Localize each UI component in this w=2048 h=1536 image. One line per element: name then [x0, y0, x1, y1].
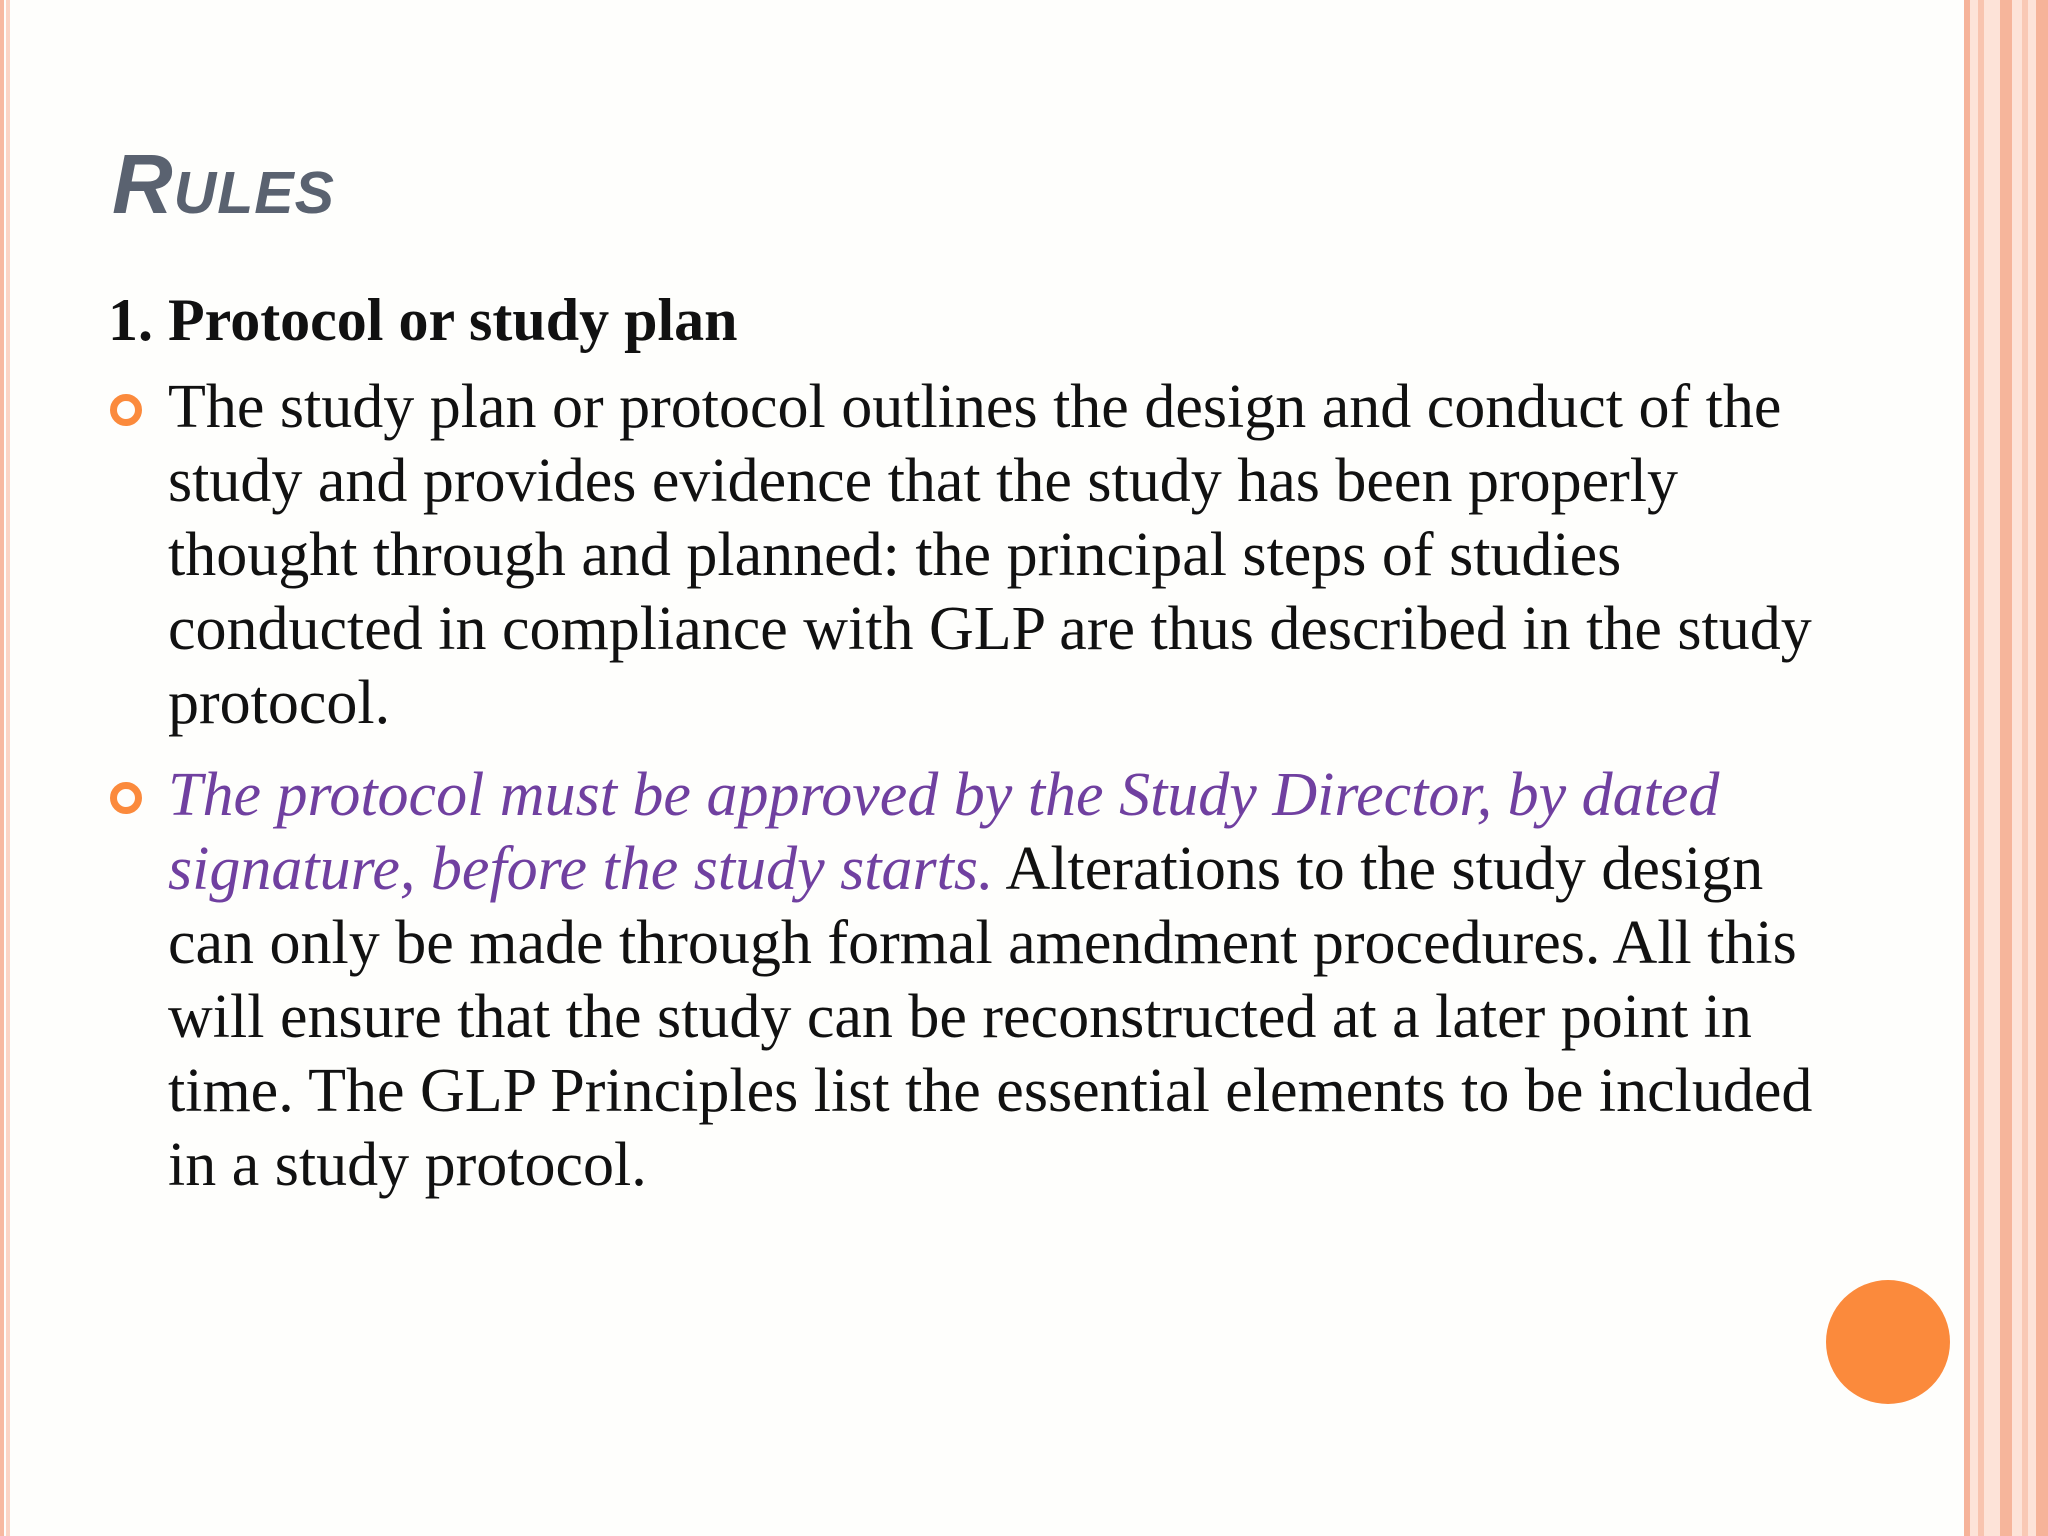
- circle-bullet-icon: [110, 394, 142, 426]
- slide-content: [108, 284, 1813, 1220]
- bullet-emphasis-text: The protocol must be approved by the Study Director, by dated signature, before the study starts.: [168, 761, 1720, 903]
- right-stripe: [2036, 0, 2048, 1536]
- bullet-text: Alterations to the study design can only be made through formal amendment procedures. All this will ensure that the study can be reconstructed at a later point in time. The GLP Principles list the essential elements to be included in a study protocol.: [168, 835, 1813, 1199]
- bullet-item: [108, 370, 1858, 740]
- bullet-text: The study plan or protocol outlines the design and conduct of the study and provides evidence that the study has been properly thought through and planned: the principal steps of studies conducted in compliance with GLP are thus described in the study protocol.: [168, 373, 1812, 737]
- bullet-item: [108, 758, 1858, 1202]
- orange-circle-decoration: [1826, 1280, 1950, 1404]
- right-stripe: [2000, 0, 2012, 1536]
- right-stripe: [1964, 0, 1970, 1536]
- right-stripe: [2022, 0, 2028, 1536]
- left-border-stripe-inner: [6, 0, 10, 1536]
- section-heading: 1. Protocol or study plan: [108, 287, 738, 353]
- circle-bullet-icon: [110, 782, 142, 814]
- slide-title: Rules: [112, 137, 336, 231]
- right-stripe: [1978, 0, 1984, 1536]
- left-border-stripe: [0, 0, 4, 1536]
